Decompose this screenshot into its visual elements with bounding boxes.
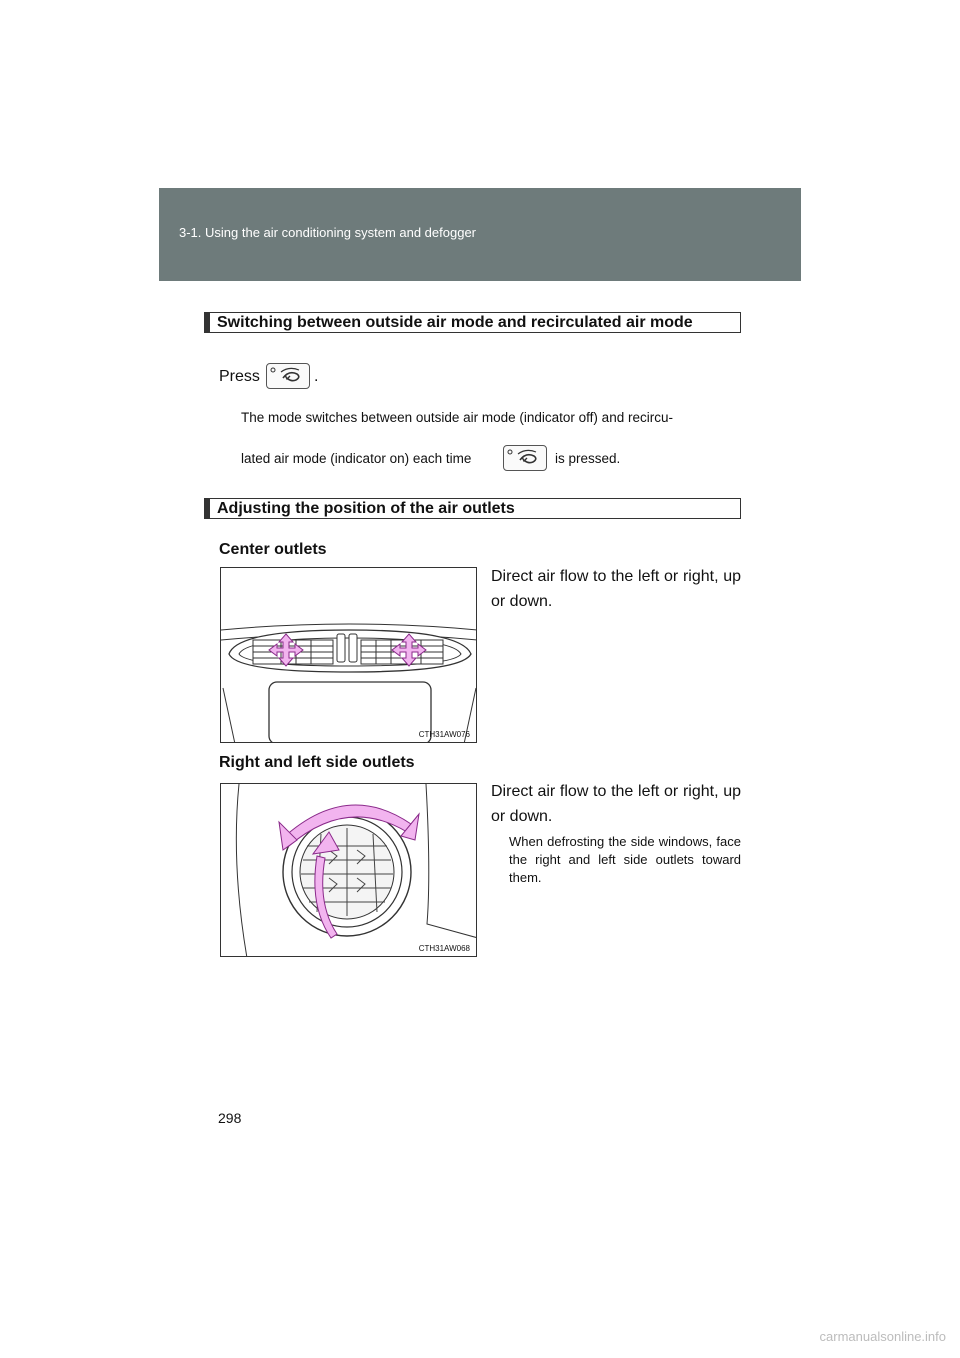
section-title-bar (204, 498, 741, 519)
center-outlets-figure (220, 567, 477, 743)
section-accent (205, 313, 210, 332)
page-header (159, 188, 801, 281)
page-number: 298 (218, 1110, 242, 1126)
press-text: Press (219, 368, 260, 385)
watermark: carmanualsonline.info (819, 1329, 946, 1344)
mode-note-line2-suffix: is pressed. (555, 451, 621, 466)
side-outlets-body: Direct air flow to the left or right, up or down. (491, 783, 741, 825)
press-suffix: . (314, 368, 319, 385)
figure-code: CTH31AW076 (418, 730, 470, 739)
mode-note-line1: The mode switches between outside air mode (indicator off) and recircu- (241, 410, 673, 425)
side-outlets-note: When defrosting the side windows, face the right and left side outlets toward them. (509, 834, 741, 885)
figure-code: CTH31AW068 (418, 944, 470, 953)
air-recirculation-icon (503, 445, 547, 471)
section-title-bar (204, 312, 741, 333)
center-outlets-body: Direct air flow to the left or right, up or down. (491, 568, 741, 610)
air-recirculation-icon (266, 363, 310, 389)
section-title: Switching between outside air mode and recirculated air mode (217, 314, 693, 331)
section-accent (205, 499, 210, 518)
center-outlets-heading: Center outlets (219, 541, 327, 558)
mode-note-line2: lated air mode (indicator on) each time (241, 451, 472, 466)
breadcrumb: 3-1. Using the air conditioning system and defogger (179, 225, 477, 240)
side-outlets-figure (220, 783, 477, 957)
section-title: Adjusting the position of the air outlets (217, 500, 515, 517)
side-outlets-heading: Right and left side outlets (219, 754, 415, 771)
